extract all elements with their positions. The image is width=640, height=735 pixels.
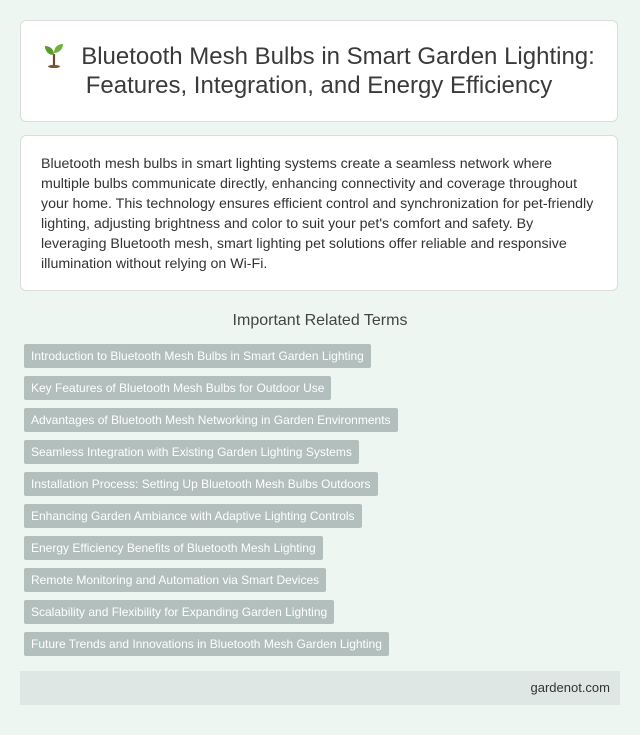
list-item <box>24 504 398 528</box>
list-item <box>24 408 398 432</box>
list-item <box>24 632 398 656</box>
intro-paragraph: Bluetooth mesh bulbs in smart lighting systems create a seamless network where multiple bulbs communicate directly, enhancing connectivity and coverage throughout your home. This technology ensures efficient control and synchronization for pet-friendly lighting, adjusting brightness and color to suit your pet's comfort and safety. By leveraging Bluetooth mesh, smart lighting pet solutions offer reliable and responsive illumination without relying on Wi-Fi. <box>41 156 594 272</box>
intro-card <box>20 135 618 291</box>
related-term-link[interactable]: Enhancing Garden Ambiance with Adaptive Lighting Controls <box>24 504 362 528</box>
related-term-link[interactable]: Seamless Integration with Existing Garden Lighting Systems <box>24 440 359 464</box>
related-term-link[interactable]: Installation Process: Setting Up Bluetooth Mesh Bulbs Outdoors <box>24 472 378 496</box>
related-term-link[interactable]: Energy Efficiency Benefits of Bluetooth Mesh Lighting <box>24 536 323 560</box>
footer-site-link[interactable]: gardenot.com <box>530 680 610 695</box>
related-term-link[interactable]: Introduction to Bluetooth Mesh Bulbs in Smart Garden Lighting <box>24 344 371 368</box>
related-term-link[interactable]: Advantages of Bluetooth Mesh Networking in Garden Environments <box>24 408 398 432</box>
list-item <box>24 376 398 400</box>
list-item <box>24 440 398 464</box>
list-item <box>24 472 398 496</box>
related-term-link[interactable]: Remote Monitoring and Automation via Smart Devices <box>24 568 326 592</box>
sprout-icon <box>43 42 65 68</box>
related-term-link[interactable]: Key Features of Bluetooth Mesh Bulbs for Outdoor Use <box>24 376 331 400</box>
list-item <box>24 536 398 560</box>
footer <box>20 671 620 705</box>
page-title <box>21 42 617 100</box>
related-terms-list <box>24 344 398 664</box>
page-title-text: Bluetooth Mesh Bulbs in Smart Garden Lighting: Features, Integration, and Energy Efficiency <box>81 43 595 99</box>
related-terms-heading: Important Related Terms <box>232 312 408 329</box>
related-term-link[interactable]: Future Trends and Innovations in Bluetooth Mesh Garden Lighting <box>24 632 389 656</box>
list-item <box>24 600 398 624</box>
title-card <box>20 20 618 122</box>
list-item <box>24 568 398 592</box>
related-term-link[interactable]: Scalability and Flexibility for Expanding Garden Lighting <box>24 600 334 624</box>
list-item <box>24 344 398 368</box>
